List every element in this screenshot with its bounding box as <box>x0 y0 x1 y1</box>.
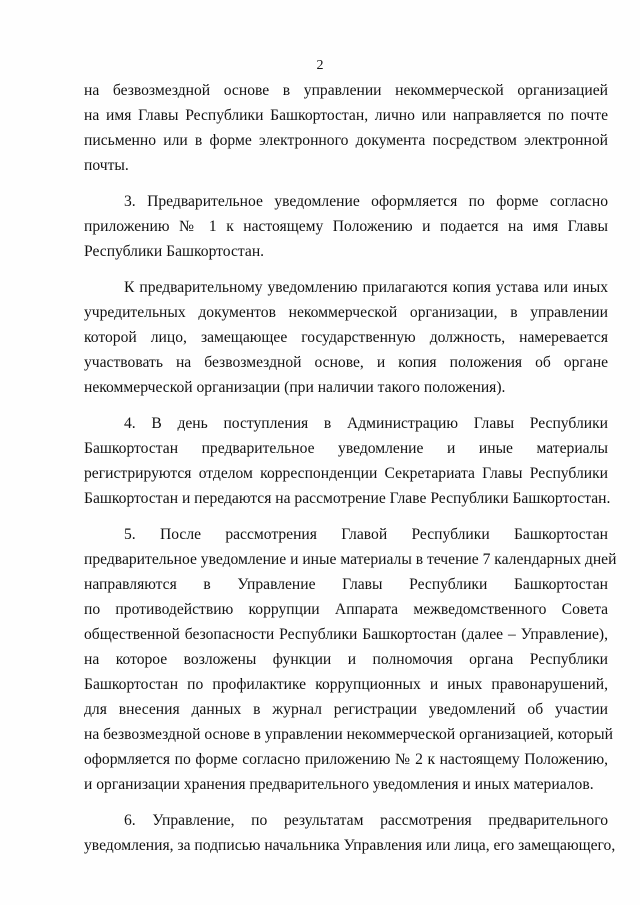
text-line: и организации хранения предварительного уведомления и иных материалов. <box>84 776 594 793</box>
text-line: направляются в Управление Главы Республики Башкортостан <box>84 576 608 593</box>
paragraph <box>84 411 611 511</box>
text-line: регистрируются отделом корреспонденции Секретариата Главы Республики <box>84 465 608 482</box>
text-line: 3. Предварительное уведомление оформляется по форме согласно <box>124 193 608 210</box>
text-line: предварительное уведомление и иные материалы в течение 7 календарных дней <box>84 551 617 568</box>
text-line: уведомления, за подписью начальника Управления или лица, его замещающего, <box>84 837 616 854</box>
text-line: участвовать на безвозмездной основе, и копия положения об органе <box>84 354 608 371</box>
text-line: оформляется по форме согласно приложению № 2 к настоящему Положению, <box>84 751 608 768</box>
text-line: некоммерческой организации (при наличии такого положения). <box>84 379 506 396</box>
document-body <box>84 78 617 858</box>
text-line: 6. Управление, по результатам рассмотрения предварительного <box>124 812 608 829</box>
text-line: которой лицо, замещающее государственную должность, намеревается <box>84 329 608 346</box>
text-line: учредительных документов некоммерческой организации, в управлении <box>84 304 608 321</box>
text-line: для внесения данных в журнал регистрации уведомлений об участии <box>84 701 608 718</box>
text-line: Башкортостан предварительное уведомление и иные материалы <box>84 440 608 457</box>
text-line: Республики Башкортостан. <box>84 243 265 260</box>
text-line: Башкортостан по профилактике коррупционных и иных правонарушений, <box>84 676 608 693</box>
text-line: почты. <box>84 157 129 174</box>
page-number: 2 <box>316 58 324 73</box>
text-line: К предварительному уведомлению прилагаются копия устава или иных <box>124 279 608 296</box>
paragraph <box>84 522 617 797</box>
text-line: на безвозмездной основе в управлении некоммерческой организацией <box>84 82 608 99</box>
paragraph <box>84 808 616 858</box>
text-line: на имя Главы Республики Башкортостан, лично или направляется по почте <box>84 107 608 124</box>
text-line: на безвозмездной основе в управлении некоммерческой организацией, который <box>84 726 613 743</box>
paragraph <box>84 189 608 264</box>
paragraph <box>84 78 608 178</box>
text-line: Башкортостан и передаются на рассмотрение Главе Республики Башкортостан. <box>84 490 611 507</box>
text-line: общественной безопасности Республики Башкортостан (далее – Управление), <box>84 626 608 643</box>
text-line: письменно или в форме электронного документа посредством электронной <box>84 132 608 149</box>
text-line: 5. После рассмотрения Главой Республики Башкортостан <box>124 526 608 543</box>
text-line: приложению № 1 к настоящему Положению и подается на имя Главы <box>84 218 608 235</box>
text-line: 4. В день поступления в Администрацию Главы Республики <box>124 415 608 432</box>
text-line: по противодействию коррупции Аппарата межведомственного Совета <box>84 601 608 618</box>
text-line: на которое возложены функции и полномочия органа Республики <box>84 651 608 668</box>
paragraph <box>84 275 608 400</box>
